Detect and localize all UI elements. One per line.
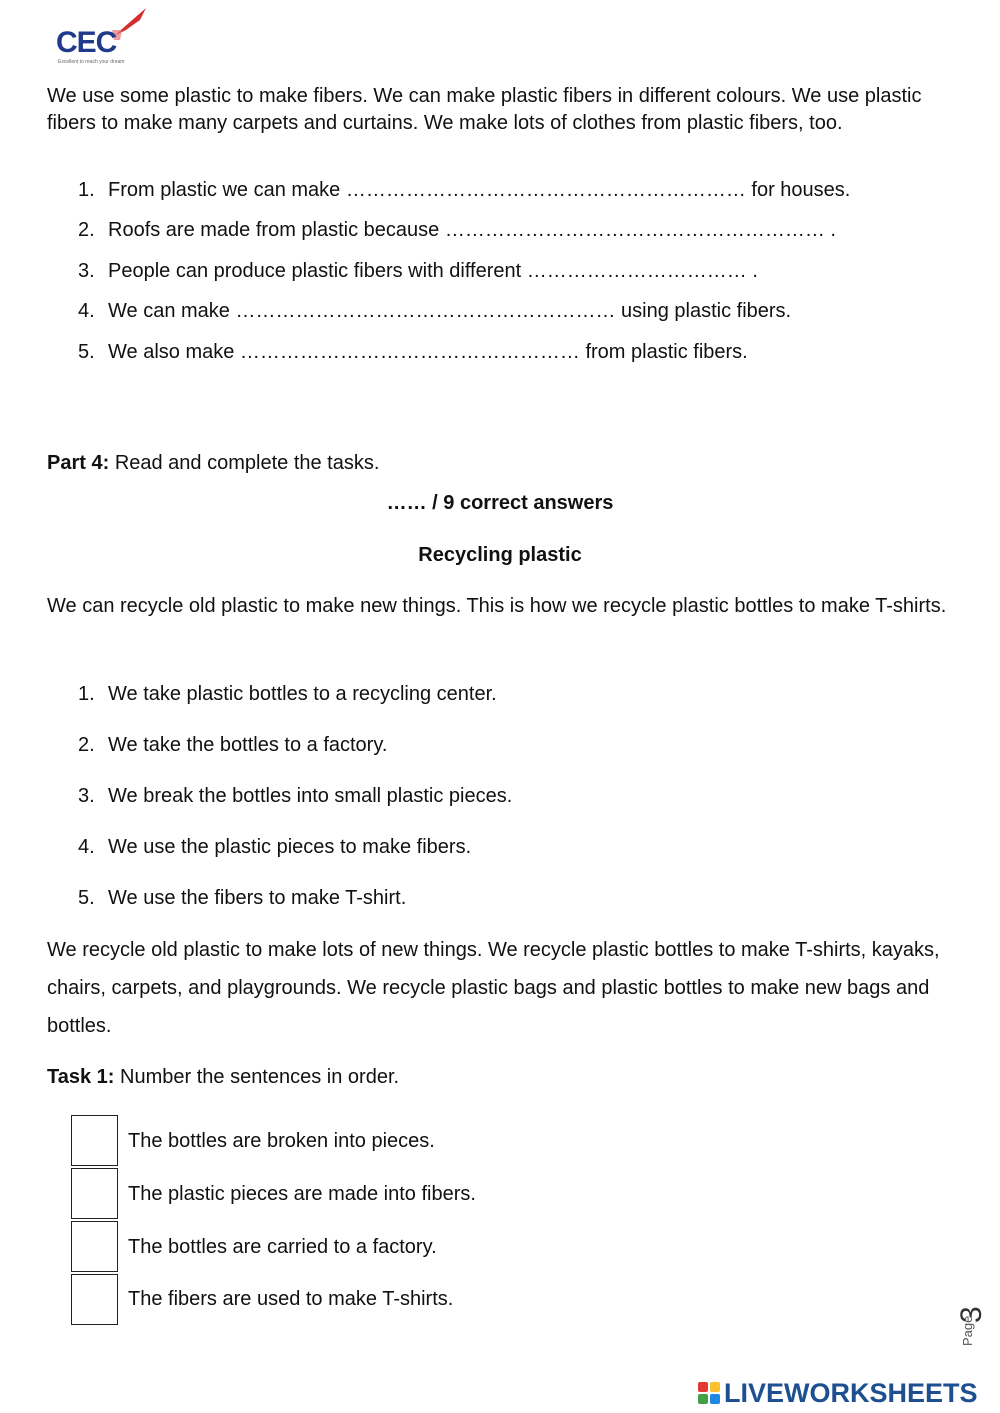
step-item [78, 734, 387, 757]
brand-name: LIVEWORKSHEETS [724, 1377, 978, 1408]
step-text: We break the bottles into small plastic pieces. [108, 785, 513, 807]
step-text: We use the plastic pieces to make fibers. [108, 836, 472, 858]
question-item [78, 300, 791, 323]
question-text: From plastic we can make …………………………………………………… for houses. [108, 179, 851, 201]
question-text: Roofs are made from plastic because ………………………………………………… . [108, 219, 836, 241]
step-item [78, 785, 512, 808]
step-number: 5. [78, 887, 95, 909]
question-number: 2. [78, 219, 95, 241]
reading-intro: We can recycle old plastic to make new things. This is how we recycle plastic bottles to make T-shirts. [47, 595, 947, 617]
task1-label: Task 1: [47, 1066, 115, 1088]
order-sentence: The fibers are used to make T-shirts. [128, 1288, 454, 1310]
order-answer-box[interactable] [71, 1221, 118, 1272]
step-item [78, 836, 471, 859]
page-marker [955, 1290, 998, 1360]
part4-label: Part 4: [47, 452, 110, 474]
question-number: 3. [78, 260, 95, 282]
question-number: 4. [78, 300, 95, 322]
part4-heading [47, 452, 379, 475]
intro-paragraph: We use some plastic to make fibers. We can make plastic fibers in different colours. We use plastic fibers to make many carpets and curtains. We make lots of clothes from plastic fibers, too. [47, 85, 922, 134]
order-answer-box[interactable] [71, 1168, 118, 1219]
question-number: 5. [78, 341, 95, 363]
score-line: …… / 9 correct answers [386, 492, 614, 514]
step-number: 3. [78, 785, 95, 807]
order-sentence: The bottles are broken into pieces. [128, 1130, 435, 1152]
step-number: 1. [78, 683, 95, 705]
page-label: Page [960, 1315, 975, 1346]
reading-title: Recycling plastic [418, 544, 582, 566]
step-number: 2. [78, 734, 95, 756]
question-text: We can make ………………………………………………… using plastic fibers. [108, 300, 792, 322]
question-text: People can produce plastic fibers with different …………………………… . [108, 260, 758, 282]
part4-instruction: Read and complete the tasks. [114, 452, 380, 474]
step-text: We take plastic bottles to a recycling center. [108, 683, 497, 705]
cec-logo [56, 6, 156, 66]
order-answer-box[interactable] [71, 1115, 118, 1166]
order-answer-box[interactable] [71, 1274, 118, 1325]
step-number: 4. [78, 836, 95, 858]
order-sentence: The bottles are carried to a factory. [128, 1236, 437, 1258]
step-item [78, 887, 406, 910]
question-item [78, 179, 850, 202]
step-text: We use the fibers to make T-shirt. [108, 887, 407, 909]
liveworksheets-brand [698, 1376, 978, 1410]
question-text: We also make …………………………………………… from plastic fibers. [108, 341, 748, 363]
question-number: 1. [78, 179, 95, 201]
reading-outro: We recycle old plastic to make lots of new things. We recycle plastic bottles to make T-shirts, kayaks, chairs, carpets, and playgrounds. We recycle plastic bags and plastic bottles to make new bags and bottles. [47, 939, 940, 1037]
order-sentence: The plastic pieces are made into fibers. [128, 1183, 476, 1205]
logo-text: CEC [56, 26, 117, 59]
task1-heading [47, 1066, 399, 1089]
liveworksheets-logo-icon [698, 1382, 720, 1404]
question-item [78, 341, 748, 364]
step-item [78, 683, 497, 706]
question-item [78, 219, 836, 242]
step-text: We take the bottles to a factory. [108, 734, 388, 756]
page-number: 3 [955, 1306, 988, 1323]
task1-instruction: Number the sentences in order. [120, 1066, 400, 1088]
question-item [78, 260, 758, 283]
logo-tagline: Excellent to reach your dream [58, 59, 125, 65]
